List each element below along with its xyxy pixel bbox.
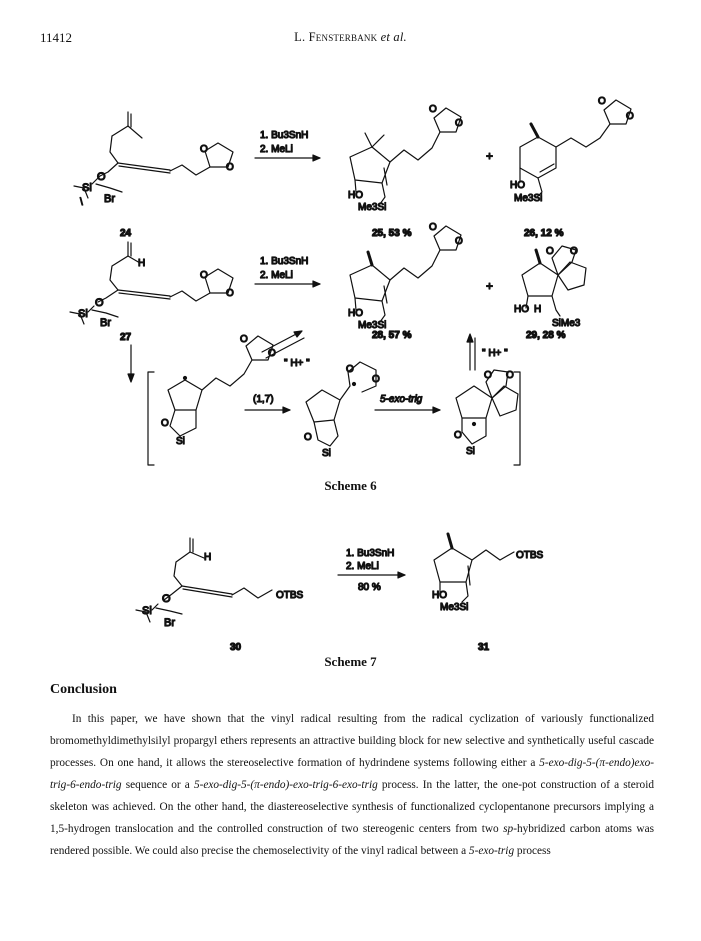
label-O: O [304,432,312,443]
label-HO: HO [432,590,447,601]
label-O: O [240,334,248,345]
label-Si: Si [82,182,92,194]
label-HO: HO [348,308,363,319]
label-O: O [455,118,463,129]
label-O: O [455,236,463,247]
running-header-author: L. Fensterbank [294,30,378,44]
label-Me3Si: Me3Si [514,193,543,204]
label-O: O [372,374,380,385]
reagent-text: 1. Bu3SnH [346,548,395,559]
label-O: O [506,370,514,381]
page-number: 11412 [40,30,73,45]
step-label-5-exo-trig: 5-exo-trig [380,394,423,405]
running-header-etal: et al. [380,30,407,44]
label-O: O [161,418,169,429]
label-O: O [226,162,234,173]
label-O: O [200,270,208,281]
text-run: -hybridized carbon atoms was rendered possible. We could also precise the chemoselectivity of the vinyl radical between a [50,823,654,857]
scheme-7-caption: Scheme 7 [324,654,377,669]
radical-intermediate-1 [168,336,273,436]
label-O: O [95,297,104,309]
label-Si: Si [466,446,475,457]
label-HO: HO [514,304,529,315]
label-O: O [484,370,492,381]
label-Si: Si [176,436,185,447]
label-O: O [598,96,606,107]
label-SiMe3: SiMe3 [552,318,581,329]
label-H: H [204,552,212,563]
label-H: H [534,304,542,315]
structure-28 [350,226,461,322]
label-Br: Br [100,317,111,329]
proton-transfer-label: " H+ " [482,348,508,359]
compound-number-29: 29, 28 % [526,330,566,341]
label-O: O [626,111,634,122]
equilibrium-arrow [467,334,475,370]
reagent-text: 2. MeLi [260,144,293,155]
structure-30 [136,538,272,622]
text-run: sequence or a [121,779,194,791]
label-Si: Si [322,448,331,459]
label-O: O [570,246,578,257]
yield-text: 80 % [358,582,381,593]
label-Br: Br [104,193,115,205]
compound-number-30: 30 [230,642,242,653]
label-Si: Si [142,605,152,617]
compound-number-24: 24 [120,228,132,239]
text-run-italic: 5-exo-dig-5-(π-endo)-exo-trig-6-exo-trig [193,779,378,791]
structure-24 [74,112,233,198]
structure-25 [350,108,461,204]
label-O: O [346,364,354,375]
radical-intermediate-2 [306,362,376,446]
bracket-right [514,372,520,465]
radical-intermediate-3 [456,370,518,444]
label-HO: HO [510,180,525,191]
text-run-italic: sp [503,823,514,835]
compound-number-28: 28, 57 % [372,330,412,341]
label-Me3Si: Me3Si [358,320,387,331]
label-O: O [200,144,208,155]
label-Br: Br [164,617,175,629]
structure-27 [70,242,233,324]
label-Me3Si: Me3Si [358,202,387,213]
compound-number-31: 31 [478,642,490,653]
label-O: O [226,288,234,299]
conclusion-body [50,708,654,862]
label-O: O [429,222,437,233]
plus-sign: + [486,149,494,163]
reagent-text: 2. MeLi [260,270,293,281]
structure-26 [520,100,631,198]
reagent-text: 1. Bu3SnH [260,130,309,141]
conclusion-paragraph [50,708,654,862]
compound-number-27: 27 [120,332,132,343]
label-O: O [162,593,171,605]
label-O: O [454,430,462,441]
compound-number-26: 26, 12 % [524,228,564,239]
text-run-italic: 5-exo-dig-5-(π-endo)exo-trig-6-endo-trig [50,757,654,791]
label-O: O [268,348,276,359]
step-label-1-7-shift: (1,7) [253,394,274,405]
bracket-left [148,372,154,465]
reagent-text: 2. MeLi [346,561,379,572]
label-H: H [138,258,146,269]
reagent-text: 1. Bu3SnH [260,256,309,267]
compound-number-25: 25, 53 % [372,228,412,239]
label-O: O [546,246,554,257]
text-run: process. In the latter, the one-pot construction of a steroid skeleton was achieved. On the other hand, the diastereoselective synthesis of functionalized cyclopentanone precursors implying a 1,5-hydrogen translocation and the controlled construction of two stereogenic centers from two [50,779,654,835]
label-O: O [429,104,437,115]
section-title-conclusion: Conclusion [50,682,117,697]
label-methyl-tick: \ [80,197,83,208]
label-HO: HO [348,190,363,201]
proton-transfer-label: " H+ " [284,358,310,369]
label-OTBS: OTBS [516,550,544,561]
scheme-6-caption: Scheme 6 [324,478,377,493]
label-Si: Si [78,308,88,320]
text-run: In this paper, we have shown that the vinyl radical resulting from the radical cyclization of variously functionalized bromomethyldimethylsilyl propargyl ethers represents an attractive building block for new selective and synthetically useful cascade processes. On one hand, it allows the stereoselective formation of hydrindene systems following either a [50,713,654,769]
text-run: process [514,845,551,857]
text-run-italic: 5-exo-trig [468,845,515,857]
label-OTBS: OTBS [276,590,304,601]
label-Me3Si: Me3Si [440,602,469,613]
label-O: O [97,171,106,183]
plus-sign: + [486,279,494,293]
